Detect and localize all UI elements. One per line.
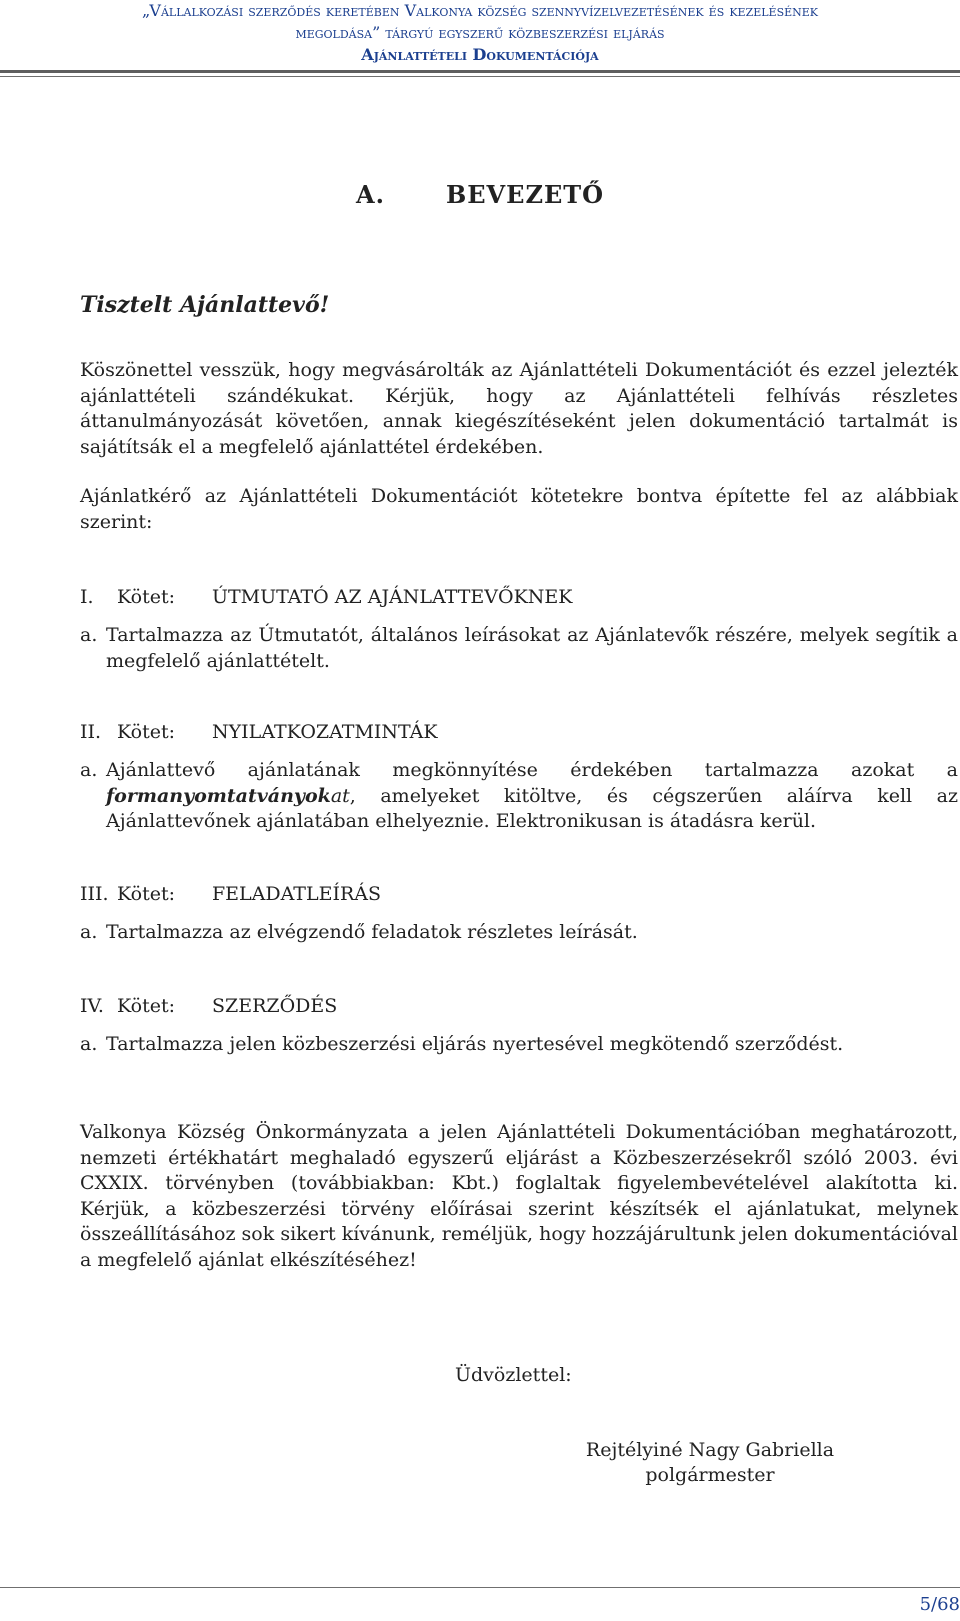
item-text-bold: formanyomtatványok xyxy=(106,784,331,807)
volume-roman: II. xyxy=(80,721,102,743)
item-text: Tartalmazza jelen közbeszerzési eljárás nyertesével megkötendő szerződést. xyxy=(106,1033,844,1055)
volume-heading xyxy=(80,882,381,908)
volume-item xyxy=(80,623,958,674)
running-header xyxy=(0,0,960,66)
volume-title: SZERZŐDÉS xyxy=(212,995,338,1017)
volume-roman: I. xyxy=(80,586,94,608)
item-marker: a. xyxy=(80,624,98,646)
item-text-italic: at xyxy=(330,784,350,807)
item-text xyxy=(106,758,958,835)
volume-title: ÚTMUTATÓ AZ AJÁNLATTEVŐKNEK xyxy=(212,586,573,608)
item-marker: a. xyxy=(80,1033,98,1055)
salutation: Üdvözlettel: xyxy=(455,1364,572,1386)
section-title-text: BEVEZETŐ xyxy=(445,180,605,209)
volume-heading xyxy=(80,720,438,746)
section-title xyxy=(0,180,960,209)
item-text: Tartalmazza az elvégzendő feladatok részletes leírását. xyxy=(106,921,638,943)
header-line-2: megoldása” tárgyú egyszerű közbeszerzési eljárás xyxy=(295,23,665,42)
closing-paragraph: Valkonya Község Önkormányzata a jelen Ajánlattételi Dokumentációban meghatározott, nemzeti értékhatárt meghaladó egyszerű eljárást a Közbeszerzésekről szóló 2003. évi CXXIX. törvényben (továbbiakban: Kbt.) foglaltak figyelembevételével alakította ki. Kérjük, a közbeszerzési törvény előírásai szerint készítsék el ajánlatukat, melynek összeállításához sok sikert kívánunk, reméljük, hogy hozzájárultunk jelen dokumentációval a megfelelő ajánlat elkészítéséhez! xyxy=(80,1121,958,1271)
volume-item xyxy=(80,1032,958,1058)
volume-item xyxy=(80,920,958,946)
footer-rule xyxy=(0,1587,960,1588)
volume-item xyxy=(80,758,958,835)
section-number: A. xyxy=(355,180,385,209)
signature-name: Rejtélyiné Nagy Gabriella xyxy=(585,1439,835,1461)
volume-label: Kötet: xyxy=(117,721,176,743)
volume-roman: IV. xyxy=(80,995,104,1017)
item-text-post: , amelyeket kitöltve, és cégszerűen aláírva kell az Ajánlattevőnek ajánlatában elhelyeznie. Elektronikusan is átadásra kerül. xyxy=(106,784,958,832)
header-rule-thick xyxy=(0,70,960,73)
signature-role: polgármester xyxy=(645,1464,775,1486)
item-text-pre: Ajánlattevő ajánlatának megkönnyítése érdekében tartalmazza azokat a xyxy=(106,759,958,781)
greeting: Tisztelt Ajánlattevő! xyxy=(80,292,330,318)
header-line-1: „Vállalkozási szerződés keretében Valkonya község szennyvízelvezetésének és kezelésének xyxy=(141,1,819,20)
volume-title: FELADATLEÍRÁS xyxy=(212,883,382,905)
signature-block xyxy=(540,1438,880,1488)
volume-heading xyxy=(80,585,572,611)
item-marker: a. xyxy=(80,921,98,943)
volume-label: Kötet: xyxy=(117,586,176,608)
item-marker: a. xyxy=(80,759,98,781)
page-number: 5/68 xyxy=(919,1594,960,1615)
volume-label: Kötet: xyxy=(117,995,176,1017)
item-text: Tartalmazza az Útmutatót, általános leírásokat az Ajánlatevők részére, melyek segítik a megfelelő ajánlattételt. xyxy=(106,624,958,672)
header-line-3: Ajánlattételi Dokumentációja xyxy=(361,45,599,64)
volume-label: Kötet: xyxy=(117,883,176,905)
header-rule-thin xyxy=(0,76,960,77)
structure-intro-paragraph: Ajánlatkérő az Ajánlattételi Dokumentációt kötetekre bontva építette fel az alábbiak szerint: xyxy=(80,485,958,533)
volume-roman: III. xyxy=(80,883,109,905)
intro-paragraph: Köszönettel vesszük, hogy megvásárolták az Ajánlattételi Dokumentációt és ezzel jelezték ajánlattételi szándékukat. Kérjük, hogy az Ajánlattételi felhívás részletes áttanulmányozását követően, annak kiegészítéseként jelen dokumentáció tartalmát is sajátítsák el a megfelelő ajánlattétel érdekében. xyxy=(80,359,958,458)
volume-title: NYILATKOZATMINTÁK xyxy=(212,721,438,743)
volume-heading xyxy=(80,994,337,1020)
